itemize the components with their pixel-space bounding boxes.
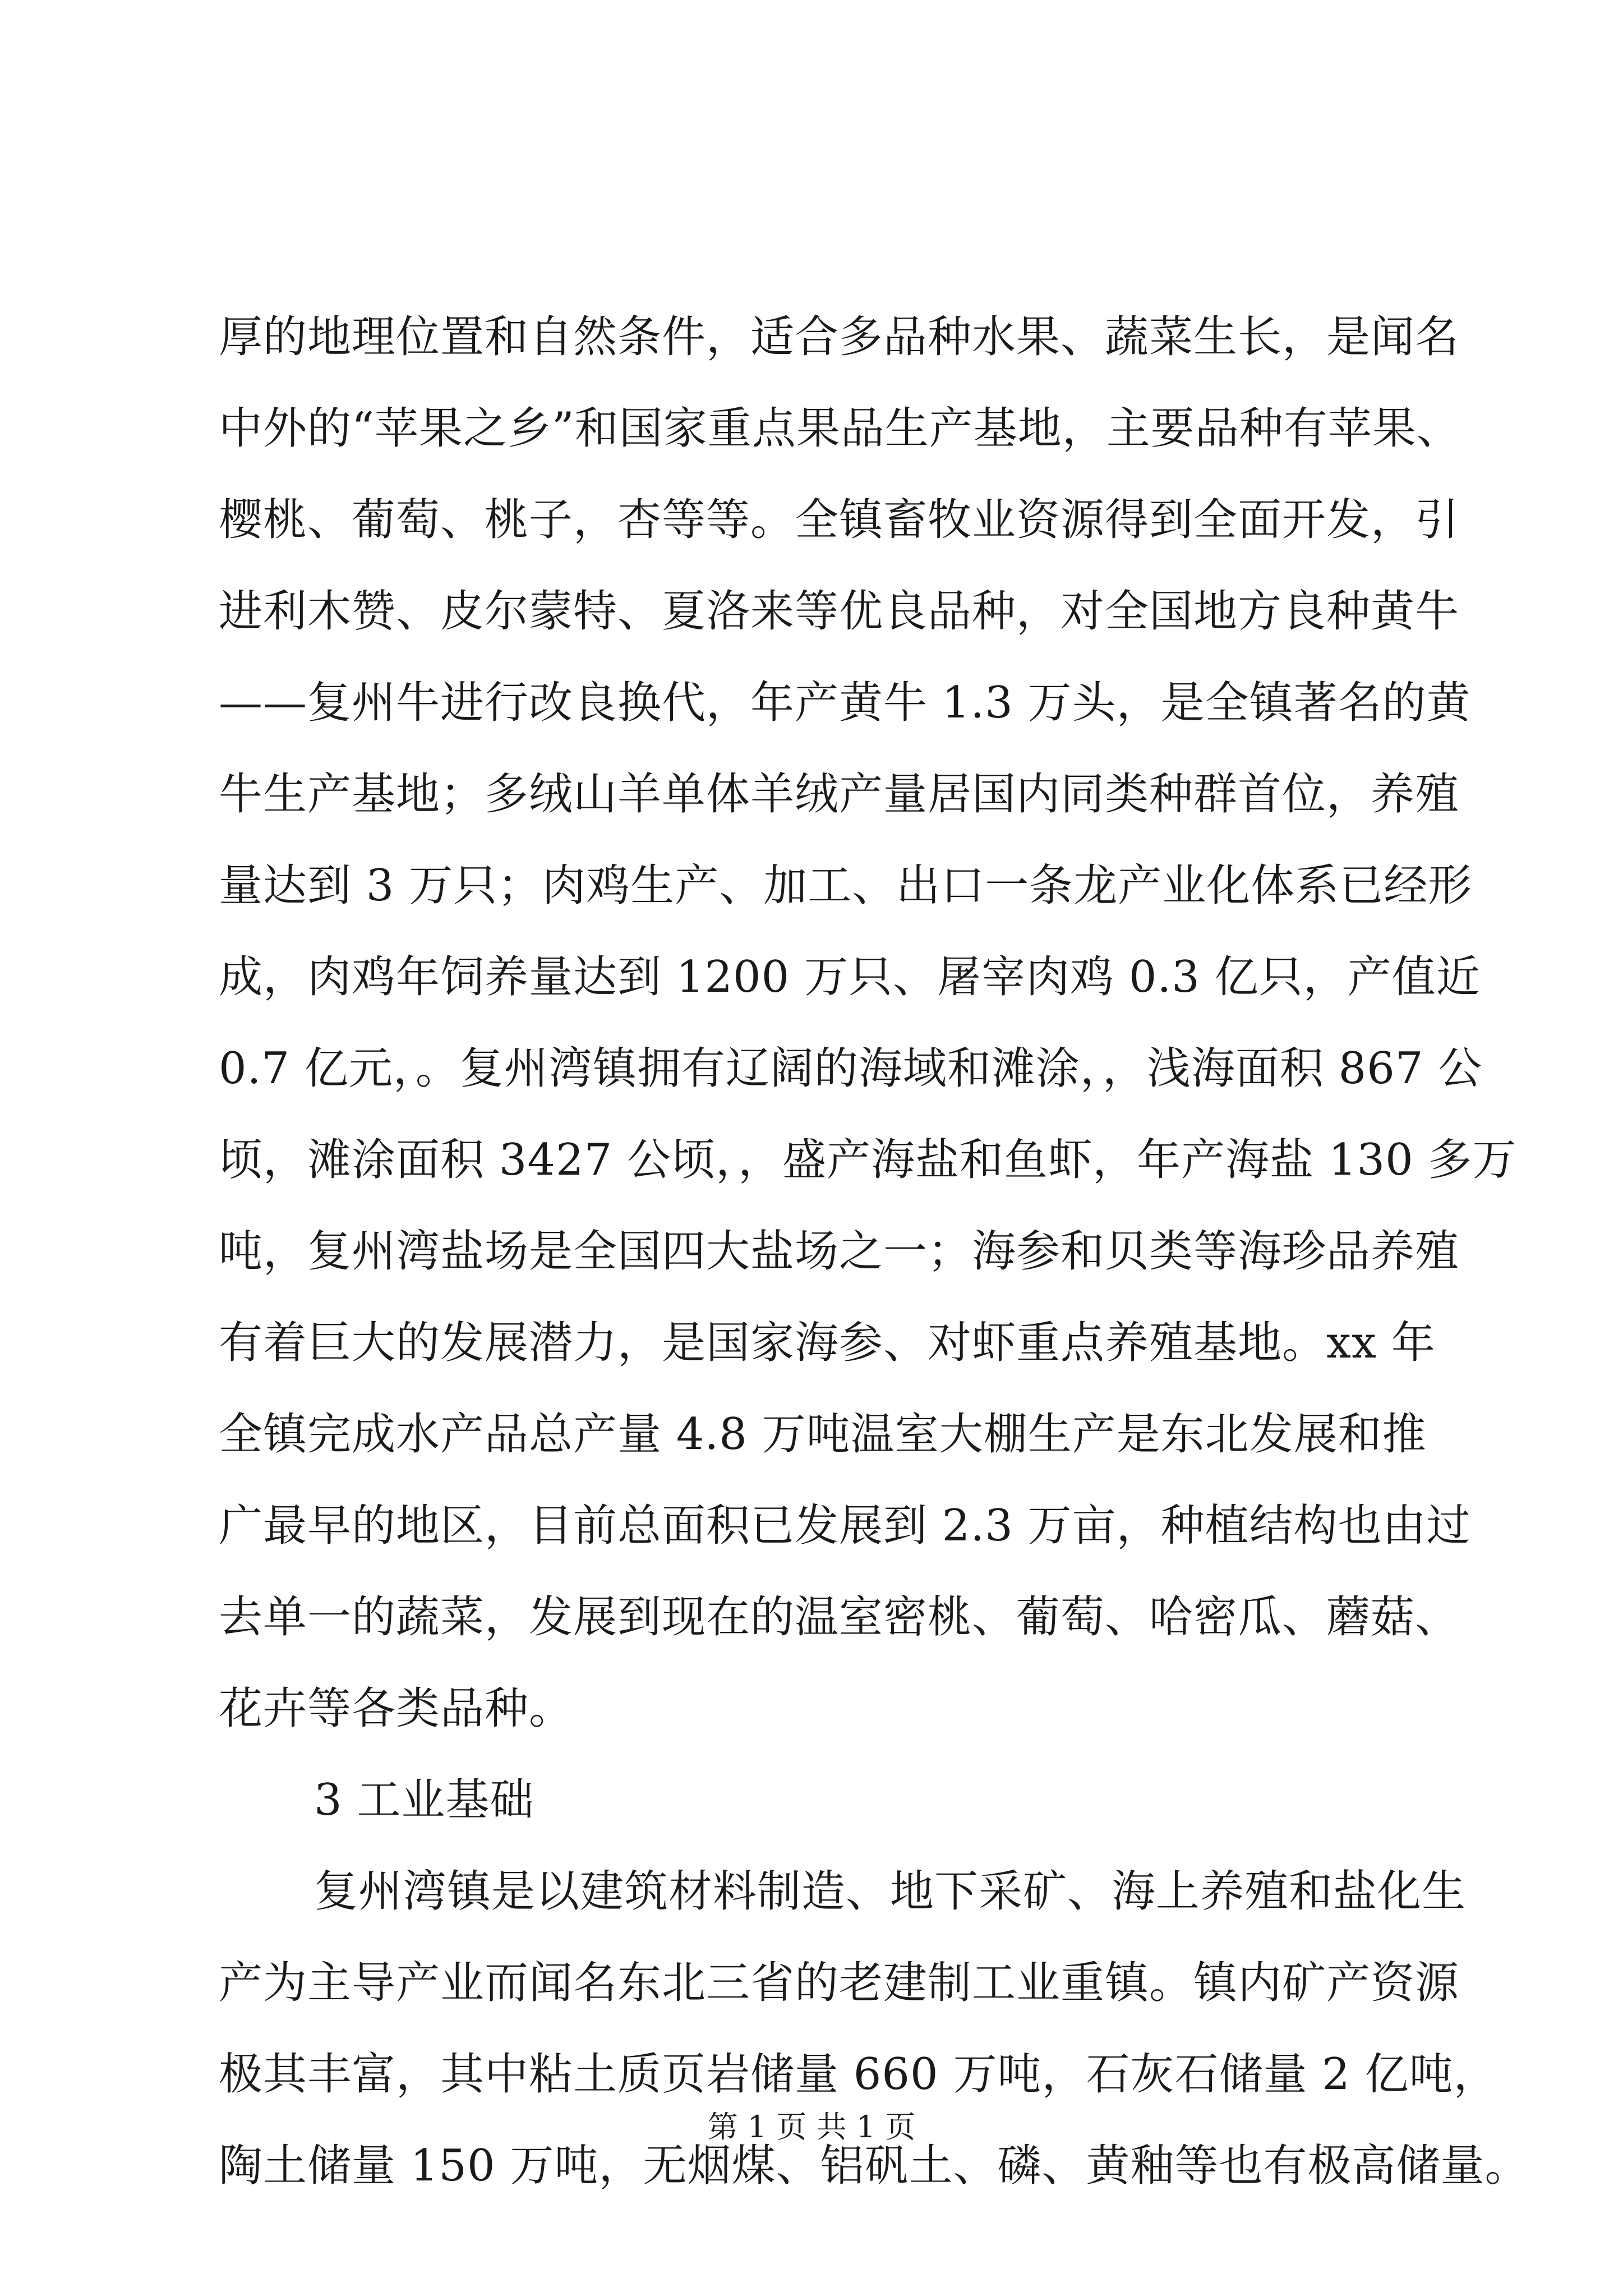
text-line: 有着巨大的发展潜力，是国家海参、对虾重点养殖基地。xx 年 (219, 1318, 1436, 1368)
text-line: 厚的地理位置和自然条件，适合多品种水果、蔬菜生长，是闻名 (219, 312, 1460, 362)
text-line: 进利木赞、皮尔蒙特、夏洛来等优良品种，对全国地方良种黄牛 (219, 586, 1460, 637)
text-line: 复州湾镇是以建筑材料制造、地下采矿、海上养殖和盐化生 (314, 1866, 1467, 1917)
text-line: 极其丰富，其中粘土质页岩储量 660 万吨，石灰石储量 2 亿吨， (219, 2049, 1498, 2100)
text-line: 全镇完成水产品总产量 4.8 万吨温室大棚生产是东北发展和推 (219, 1409, 1427, 1460)
text-line: 广最早的地区，目前总面积已发展到 2.3 万亩，种植结构也由过 (219, 1501, 1471, 1551)
section-heading: 3 工业基础 (314, 1775, 534, 1825)
text-line: 0.7 亿元，。复州湾镇拥有辽阔的海域和滩涂，，浅海面积 867 公 (219, 1043, 1483, 1094)
text-line: 成，肉鸡年饲养量达到 1200 万只、屠宰肉鸡 0.3 亿只，产值近 (219, 952, 1481, 1002)
text-line: 产为主导产业而闻名东北三省的老建制工业重镇。镇内矿产资源 (219, 1958, 1460, 2008)
text-line: ——复州牛进行改良换代，年产黄牛 1.3 万头，是全镇著名的黄 (219, 678, 1471, 728)
text-line: 顷，滩涂面积 3427 公顷，，盛产海盐和鱼虾，年产海盐 130 多万 (219, 1135, 1517, 1185)
page-number-footer: 第 1 页 共 1 页 (707, 2109, 916, 2145)
text-line: 陶土储量 150 万吨，无烟煤、铝矾土、磷、黄釉等也有极高储量。 (219, 2141, 1529, 2191)
text-line: 花卉等各类品种。 (219, 1683, 574, 1734)
text-line: 量达到 3 万只；肉鸡生产、加工、出口一条龙产业化体系已经形 (219, 861, 1473, 911)
text-line: 中外的“苹果之乡”和国家重点果品生产基地，主要品种有苹果、 (219, 403, 1461, 454)
text-line: 吨，复州湾盐场是全国四大盐场之一；海参和贝类等海珍品养殖 (219, 1226, 1460, 1277)
text-line: 牛生产基地；多绒山羊单体羊绒产量居国内同类种群首位，养殖 (219, 769, 1460, 820)
text-line: 樱桃、葡萄、桃子，杏等等。全镇畜牧业资源得到全面开发，引 (219, 495, 1460, 545)
text-line: 去单一的蔬菜，发展到现在的温室密桃、葡萄、哈密瓜、蘑菇、 (219, 1592, 1460, 1642)
document-body (219, 292, 1529, 2212)
